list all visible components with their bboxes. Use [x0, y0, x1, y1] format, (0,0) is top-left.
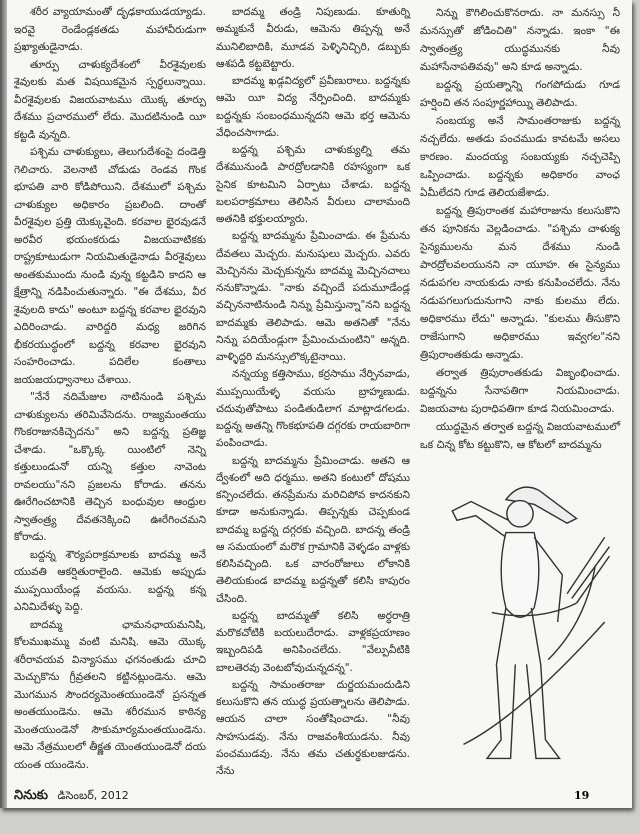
paragraph: శరీర వ్యాయామంతో దృఢకాయుడయ్యాడు. ఇరవై రెండేండ్లకతడు మహావీరుడుగా ప్రఖ్యాతుడైనాడు.	[14, 6, 206, 53]
paragraph: పశ్చిమ చాళుక్యులు, తెలుగుదేశంపై దండెత్తి గెలిచారు. వెలనాటి చోడుడు రెండవ గొంక భూపతి వారి కోడిపోయిని. దేశములో పశ్చిమ చాళుక్యుల అధికారం ప్రబలింది. దాంతో వీరశైవుల ప్రత్తి యెక్కువైంది. కరవాల భైరవుడనే అరవీర భయంకరుడు విజయవాటికకు రాష్ట్రకూటుడుగా నియమితుడైనాడు వీరశైవులు అంతకుముందు నుండి వున్న కట్టడిని కాదని ఆ క్షేత్రాన్ని నడిపించుతున్నారు. "ఈ దేశము, వీర శైవులది కాదు" అంటూ బద్దన్న కరవాల భైరవుని ఎదిరించాడు. వారిద్దరి మధ్య జరిగిన భీకరయుద్ధంలో బద్దన్న కరవాల భైరవుని సంహరించాడు. పదిలేల కంతాలు జయజయధ్వానాలు చేశాయి.	[14, 146, 206, 386]
paragraph: బద్దన్న త్రిపురాంతక మహారాజును కలుసుకొని తన పూనికను వెల్లడించాడు. "పశ్చిమ చాళుక్య సైన్యములను మన దేశము నుండి పారద్రోలవలయునని నా యూహ. ఈ సైన్యము నడుపగల నాయకుడు నాకు కనుపించలేదు. నేను నడుపగలుగుదునుగాని నాకు కులము లేదు. అధికారము లేదు" అన్నాడు. "కులము తీసుకొని రాజేసుగాని అధికారము ఇవ్వగల"నని త్రిపురాంతకుడు అన్నాడు.	[420, 205, 620, 361]
column-3	[420, 4, 620, 454]
paragraph: బద్దన్న సామంతరాజు దుర్జయమందుడిని కలుసుకొని తన యుద్ధ ప్రయత్నాలను తెలిపాడు. ఆయన చాలా సంతోషించాడు. "నీవు సాహసుడవు. నేను రాజవంశీయుడను. నీవు పంచముడవు. నేను తమ చతుర్థకులజుడను. నేను	[216, 678, 410, 777]
paragraph: "నేనే నదిమేజుల నాటినుండి పశ్చిమ చాళుక్యులను తరిమివేసెదను. రాజ్యమంతయు గొంకరాజునకిచ్చెదను" అని బద్దన్న ప్రతిజ్ఞ చేశాడు. "ఒక్కొక్క యింటిలో నెన్ని కత్తులుండునో యన్ని కత్తుల నావెంట రావలయు"నని ప్రజలను కోరాడు. తనను ఊరేగించటానికి తెచ్చిన బంధువుల ఆంధ్రుల స్వాతంత్ర్య దేవతనెక్కించి ఊరేగించమని కోరాడు.	[14, 391, 206, 543]
paragraph: నన్నయ్య కత్తిసాము, కర్రసాము నేర్పినవాడు, ముప్పయియేళ్ళ వయసు బ్రాహ్మణుడు. చదువుతోపాటు పండితుడిలాగ మాట్లాడగలడు. బద్దన్న అతన్ని గొంకభూపతి దగ్గరకు రాయబారిగా పంపించాడు.	[216, 368, 410, 450]
paragraph: బద్దన్న బాదమ్మను ప్రేమించాడు. ఈ ప్రేమను దేవతలు మెచ్చరు. మనుషులు మెచ్చరు. ఎవరు మెచ్చినను మెచ్చకున్నను బాదమ్మ మెచ్చినచాలు ననుకొన్నాడు. "నాకు వచ్చిందే పదుమూడేండ్ల వచ్చిననాటినుండి నిన్ను ప్రేమిస్తున్నా"నని బద్దన్న బాదమ్మకు తెలిపాడు. ఆమె అతనితో "నేను నిన్ను పదియేండ్లుగా ప్రేమించుచుంటిని" అన్నది. వాళ్ళిద్దరి మనస్సులొక్కటైనాయి.	[216, 230, 410, 363]
page-number: 19	[574, 789, 590, 802]
paragraph: తర్వాత త్రిపురాంతకుడు విజృంభించాడు. బద్దన్నను సేనాపతిగా నియమించాడు. విజయవాట పురాధిపతిగా కూడ నియమించాడు.	[420, 367, 620, 415]
page-binding	[0, 0, 7, 808]
paragraph: బద్దన్న బాదమ్మను ప్రేమించాడు. అతని ఆ ద్వేశంలో అది ధర్మము. అతని కంటులో దోషము కన్పించలేదు. తనప్రేమను మరిచిపోవ కాదనకుని కూడా అనుకున్నాడు. తిప్పన్నకు చెప్పకుండ బాదమ్మ బద్దన్న దగ్గరకు వచ్చింది. బాదన్న తండ్రి ఆ సమయంలో మరొక గ్రామానికి వెళ్ళడం వాళ్లకు కలిసివచ్చింది. ఒక వారంరోజులు లోకానికి తెలియకుండ బాదమ్మ బద్దన్నతో కలిసి కాపురం చేసింది.	[216, 454, 410, 605]
paragraph: బాదమ్మ తండ్రి నిపుణుడు. కూతుర్ని అమ్మకునే వీరుడు, ఆమెను తిప్పన్న అనే మునిలిబాదికి, మూడవ పెళ్ళినిచ్చిరి, డబ్బుకు ఆశపడి కట్టబెట్టారు.	[216, 6, 410, 70]
paragraph: బాదమ్మ ఖడ్గవిద్యలో ప్రవీణురాలు. బద్దన్నకు ఆమె యీ విద్య నేర్పించింది. బాదమ్మకు బద్దన్నకు సంబంధమున్నదని ఆమె భర్త ఆమెను వేధించసాగాడు.	[216, 75, 410, 139]
magazine-name: నినుకు	[14, 788, 49, 803]
paragraph: బద్దన్న పశ్చిమ చాళుక్యుల్ని తమ దేశమునుండి పారద్రోలడానికి రహస్యంగా ఒక సైనిక కూటమిని ఏర్పాటు చేశాడు. బద్దన్న బలపరాక్రమాలు తెలిసిన వీరులు చాలామంది అతనికి భక్తులయ్యారు.	[216, 144, 410, 225]
column-2	[216, 4, 410, 780]
paragraph: సంబయ్య అనే సామంతరాజుకు బద్దన్న నచ్చలేదు. అతడు పంచముడు కావటమే అసలు కారణం. మందయ్య సంబయ్యకు నచ్చచెప్పి ఒప్పించాడు. బద్దన్నకు అధికారం వాంఛ ఏమీలేదని గూడ తెలియజేశాడు.	[420, 115, 620, 199]
paragraph: బద్దన్న బాదమ్మతో కలిసి అర్ధరాత్రి మరొకచోటికి బయలుదేరాడు. వాళ్లకప్రయాణం ఇబ్బందిపడి అనిపించలేదు. "వేల్పువీటికి బాలతెరవు వెంటబోవుచున్నదన్న".	[216, 609, 410, 674]
paragraph: నిన్ను కౌగిలించుకొనరాదు. నా మనస్సు నీ మనస్సుతో జోడించితి" నన్నాడు. ఇంకా "ఈ స్వాతంత్ర్య యుద్ధమునకు నీవు మహాసేనాపతివవు" అని కూడ అన్నాడు.	[420, 7, 620, 73]
paragraph: బాదమ్మ ఛామనఛాయమనిషి, కోలముఖమ్ము వంటి మనిషి. ఆమె యొక్క శరీరావయవ విన్యాసము ఛగనంతుడు చూచి మెచ్చుకొను గ్రీవ్రతలని కట్టినట్లుండెను. ఆమె మొగమున సౌందర్యమెంతయుండెనో ప్రసన్నత అంతయుండెను. ఆమె శరీరమున కాఠిన్య మెంతయుండెనో సౌకుమార్యమంతయుండెను. ఆమె నేత్రములలో తీక్ష్ణత యెంతయుండెనో దయ యంత యుండెను.	[14, 618, 206, 771]
footer-masthead	[14, 789, 129, 803]
warrior-illustration	[420, 462, 620, 782]
issue-date: డిసెంబర్, 2012	[57, 789, 129, 802]
column-1	[14, 4, 206, 774]
paragraph: బద్దన్న ప్రయత్నాన్ని గంగపోదుడు గూడ హర్షించి తన సంపూర్ణహాయ్ని తెలిపాడు.	[420, 79, 620, 109]
paragraph: బద్దన్న శౌర్యపరాక్రమాలకు బాదమ్మ అనే యువతి ఆకర్షితురాలైంది. ఆమెకు అప్పుడు ముప్పయియేండ్ల వయసు. బద్దన్న కన్న ఎనిమిదేళ్ళు పెద్ది.	[14, 548, 206, 613]
paragraph: తూర్పు చాళుక్యదేశంలో వీరశైవులకు శైవులకు మత విషయికమైన స్పర్ధలున్నాయి. వీరశైవులకు విజయవాటము యొక్క తూర్పు దేశము ప్రచారములో లేదు. మొదటినుండి యీ కట్టడి వున్నది.	[14, 58, 206, 141]
paragraph: యుద్ధమైన తర్వాత బద్దన్న విజయవాటములో ఒక చిన్న కోట కట్టుకొని, ఆ కోటలో బాదమ్మను	[420, 421, 620, 451]
